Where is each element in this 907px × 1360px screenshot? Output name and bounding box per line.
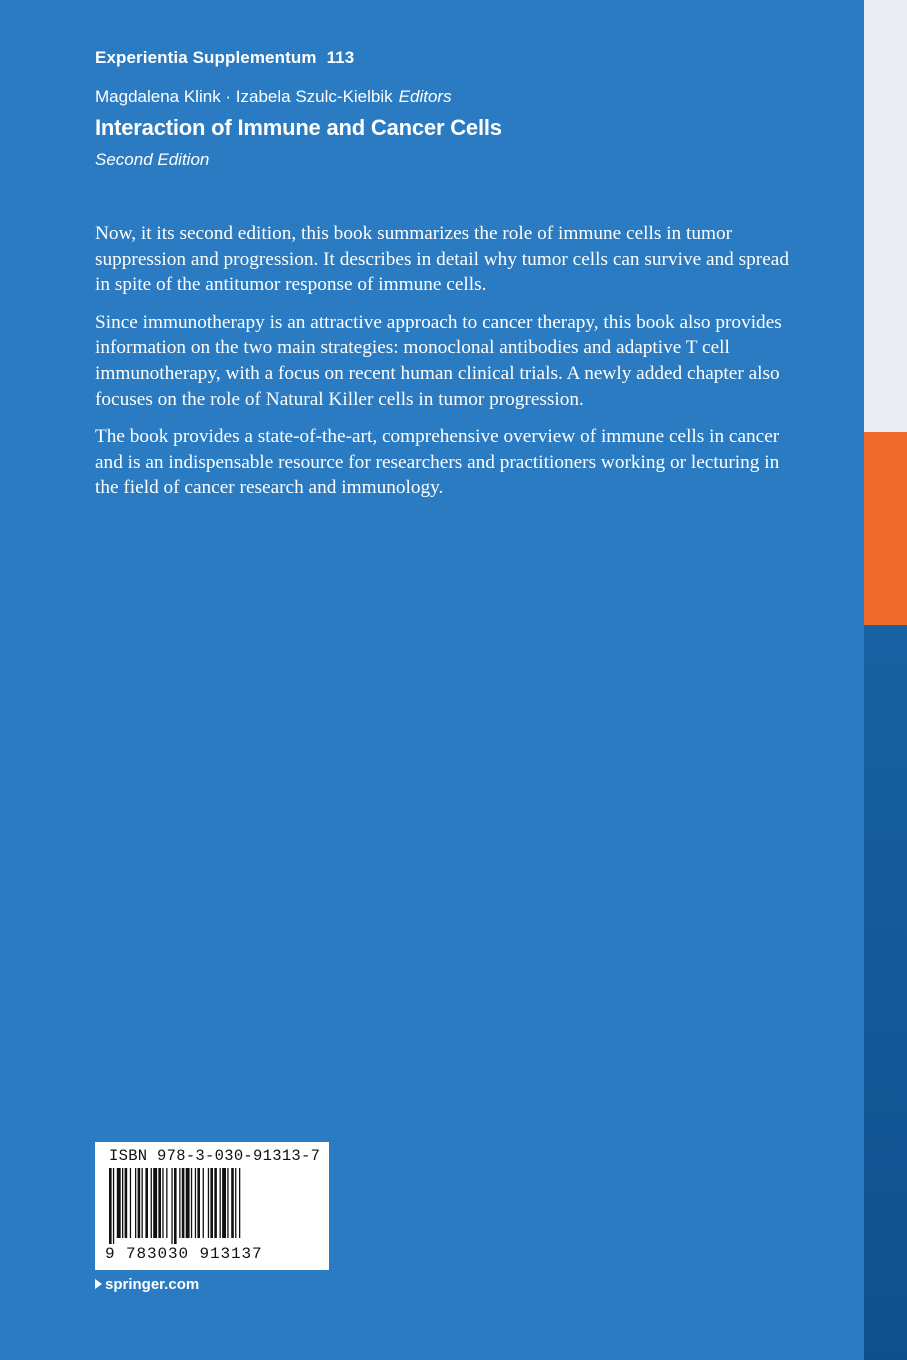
barcode-bar [210, 1168, 213, 1238]
barcode-bar [227, 1168, 228, 1238]
book-title: Interaction of Immune and Cancer Cells [95, 115, 502, 140]
blurb [95, 221, 795, 513]
publisher-link[interactable] [95, 1276, 199, 1293]
barcode-bar [117, 1168, 121, 1238]
isbn-barcode-box [95, 1142, 329, 1270]
barcode-bar [195, 1168, 196, 1238]
barcode-bar [135, 1168, 136, 1238]
barcode-bar [158, 1168, 161, 1238]
barcode-bar [122, 1168, 123, 1238]
barcode-bar [174, 1168, 177, 1244]
barcode-bar [142, 1168, 143, 1238]
barcode-digits: 9 783030 913137 [105, 1245, 263, 1263]
barcode-bar [109, 1168, 112, 1244]
barcode-bar [138, 1168, 141, 1238]
barcode-bar [153, 1168, 157, 1238]
editors-line [95, 87, 452, 107]
blurb-paragraph-2: Since immunotherapy is an attractive approach to cancer therapy, this book also provides information on the two main strategies: monoclonal antibodies and adaptive T cell immunotherapy, with a focus on recent human clinical trials. A newly added chapter also focuses on the role of Natural Killer cells in tumor progression. [95, 311, 782, 410]
barcode-bar [222, 1168, 226, 1238]
series-line [95, 48, 354, 68]
arrow-right-icon [95, 1279, 102, 1289]
barcode-bar [125, 1168, 128, 1238]
barcode-bar [231, 1168, 234, 1238]
isbn-label: ISBN 978-3-030-91313-7 [109, 1147, 321, 1165]
barcode-bar [179, 1168, 180, 1238]
barcode-bar [203, 1168, 204, 1238]
barcode-bar [166, 1168, 167, 1238]
barcode-icon [107, 1168, 317, 1244]
barcode-bar [151, 1168, 152, 1238]
barcode-bar [162, 1168, 163, 1238]
publisher-url: springer.com [105, 1276, 200, 1293]
barcode-bar [208, 1168, 209, 1238]
barcode-bar [191, 1168, 192, 1238]
barcode-bar [145, 1168, 148, 1238]
barcode-bar [113, 1168, 114, 1244]
barcode-bar [214, 1168, 217, 1238]
blurb-paragraph-3: The book provides a state-of-the-art, comprehensive overview of immune cells in cancer and is an indispensable resource for researchers and practitioners working or lecturing in the field of cancer research and immunology. [95, 426, 780, 499]
series-number: 113 [326, 48, 355, 67]
barcode-bar [235, 1168, 236, 1238]
spine-orange-band [864, 432, 907, 625]
editor-names: Magdalena Klink · Izabela Szulc-Kielbik [95, 87, 393, 106]
barcode-bar [239, 1168, 240, 1238]
series-name: Experientia Supplementum [95, 48, 317, 67]
editors-role: Editors [398, 87, 452, 106]
spine-light-band [864, 0, 907, 432]
barcode-bar [130, 1168, 131, 1238]
barcode-bar [182, 1168, 185, 1238]
blurb-paragraph-1: Now, it its second edition, this book summarizes the role of immune cells in tumor suppression and progression. It describes in detail why tumor cells can survive and spread in spite of the antitumor response of immune cells. [95, 223, 789, 296]
barcode-bar [197, 1168, 200, 1238]
barcode-bar [171, 1168, 172, 1244]
edition-label: Second Edition [95, 150, 210, 169]
barcode-bar [220, 1168, 221, 1238]
barcode-bar [186, 1168, 190, 1238]
